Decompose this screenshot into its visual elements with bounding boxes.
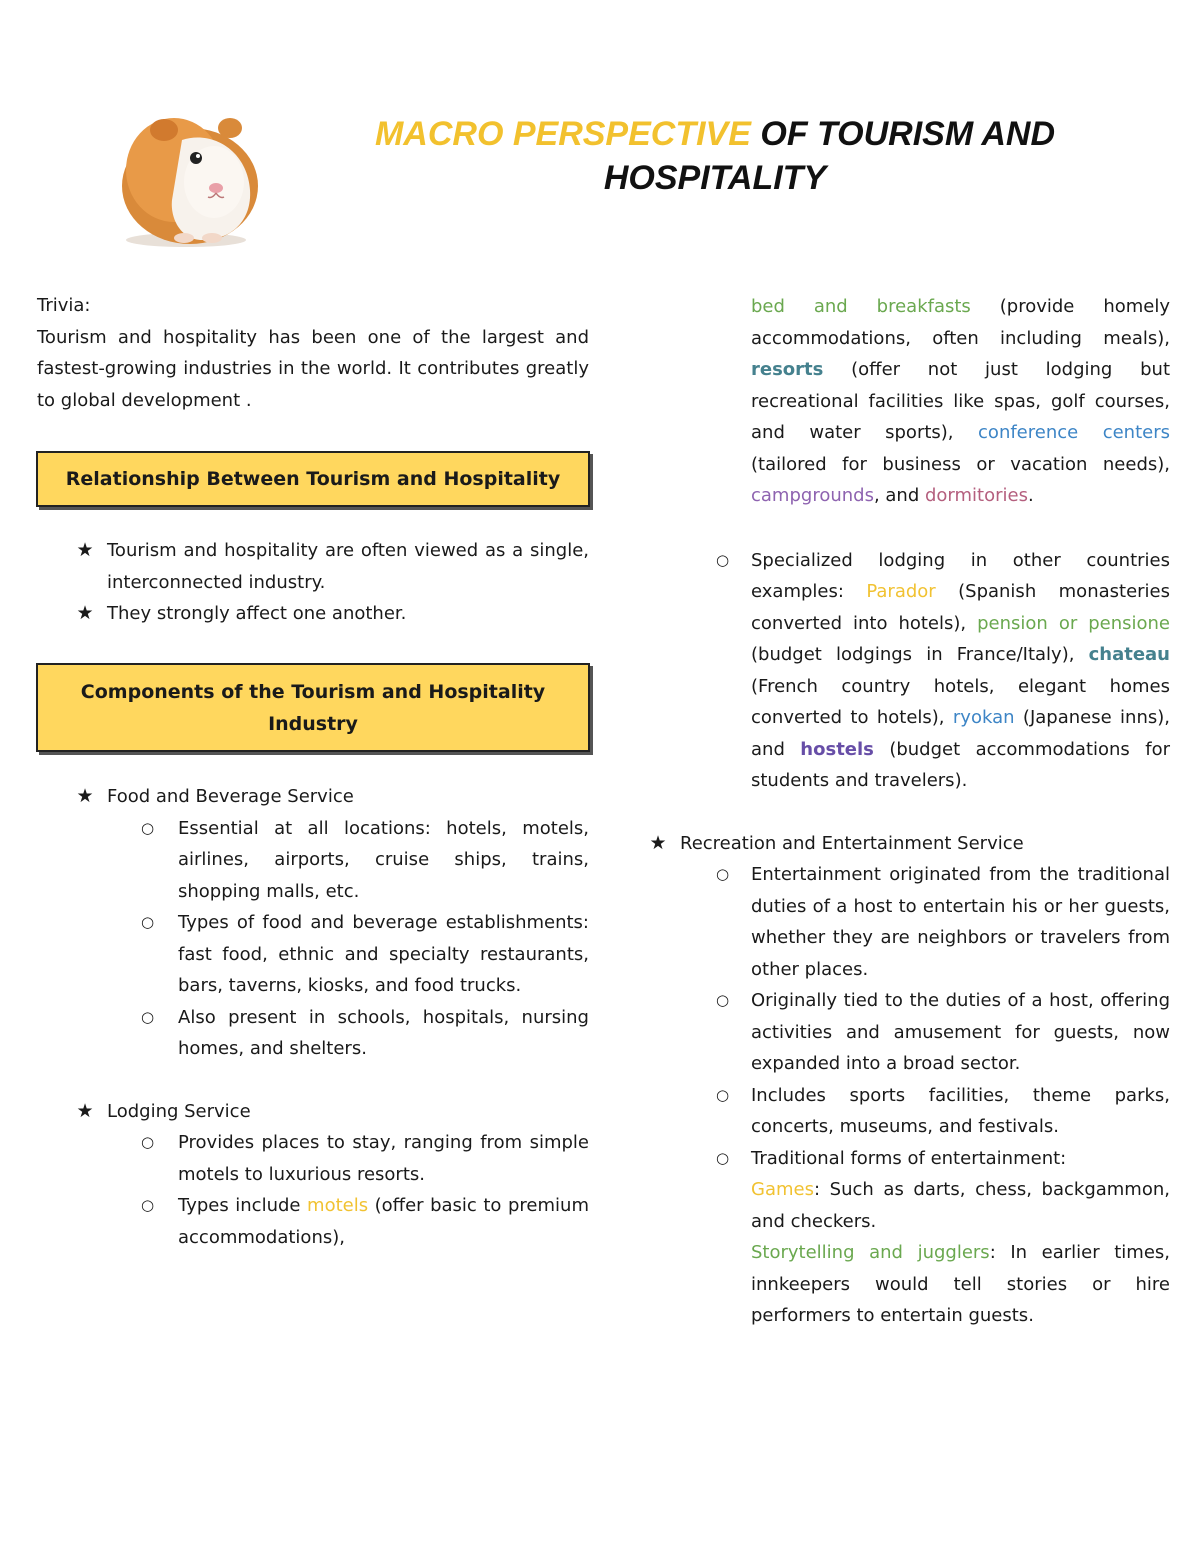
- sub-item-text: Provides places to stay, ranging from simple motels to luxurious resorts.: [178, 1132, 589, 1185]
- term-conference-centers: conference centers: [978, 422, 1170, 443]
- sub-item: [646, 859, 1170, 985]
- circle-bullet-icon: ○: [716, 1148, 730, 1167]
- trivia-text: Tourism and hospitality has been one of the largest and fastest-growing industries in the world. It contributes greatly to global development .: [37, 326, 589, 411]
- sub-item: [37, 1002, 589, 1065]
- sub-item-text: Types of food and beverage establishments: fast food, ethnic and specialty restaurants, bars, taverns, kiosks, and food trucks.: [178, 912, 589, 996]
- star-icon: ★: [76, 785, 94, 807]
- circle-bullet-icon: ○: [141, 1196, 155, 1214]
- sub-item: [37, 1190, 589, 1253]
- relationship-list: [37, 535, 589, 630]
- recreation-title: Recreation and Entertainment Service: [680, 832, 1024, 854]
- sub-item: [37, 1127, 589, 1190]
- circle-bullet-icon: ○: [141, 1007, 155, 1026]
- circle-bullet-icon: ○: [141, 1133, 155, 1151]
- title-line-2: HOSPITALITY: [603, 159, 827, 197]
- sub-item: [37, 813, 589, 908]
- components-list-right: [646, 291, 1170, 1332]
- page-title: [300, 112, 1130, 200]
- sub-item: [646, 1080, 1170, 1143]
- term-desc: (tailored for business or vacation needs),: [751, 453, 1170, 475]
- term-motels: motels: [307, 1195, 369, 1216]
- sub-item: [646, 1143, 1170, 1175]
- list-item-recreation: [646, 828, 1170, 860]
- term-resorts: resorts: [751, 359, 824, 380]
- sub-item: [37, 907, 589, 1002]
- sub-item-text: Also present in schools, hospitals, nursing homes, and shelters.: [178, 1006, 589, 1059]
- term-desc: (provide homely accommodations, often including meals),: [751, 296, 1170, 349]
- trivia-block: [37, 290, 589, 416]
- sub-item-text: Essential at all locations: hotels, motels, airlines, airports, cruise ships, trains, shopping malls, etc.: [178, 817, 589, 902]
- term-hostels: hostels: [800, 738, 874, 760]
- section-heading-relationship: [36, 451, 590, 507]
- list-item-lodging: [37, 1096, 589, 1128]
- section-heading-components-text: Components of the Tourism and Hospitality Industry: [80, 680, 546, 735]
- term-desc: (offer not just lodging but recreational facilities like spas, golf courses, and water sports),: [751, 359, 1170, 443]
- term-desc: (offer basic to premium accommodations),: [178, 1195, 589, 1248]
- lodging-title: Lodging Service: [107, 1100, 251, 1122]
- sub-item-text: Includes sports facilities, theme parks, concerts, museums, and festivals.: [751, 1084, 1170, 1137]
- term-chateau: chateau: [1088, 644, 1170, 665]
- term-desc: : Such as darts, chess, backgammon, and checkers.: [751, 1179, 1170, 1232]
- circle-bullet-icon: ○: [716, 991, 730, 1009]
- term-desc: .: [1027, 485, 1034, 506]
- list-item: [37, 535, 589, 598]
- circle-bullet-icon: ○: [141, 913, 155, 931]
- term-games: Games: [751, 1179, 814, 1200]
- term-campgrounds: campgrounds: [751, 485, 874, 506]
- circle-bullet-icon: ○: [716, 550, 730, 569]
- list-item-food: [37, 781, 589, 813]
- star-icon: ★: [76, 539, 94, 561]
- term-desc: (French country hotels, elegant homes converted to hotels),: [751, 675, 1170, 728]
- term-desc: , and: [873, 485, 925, 506]
- term-pension: pension or pensione: [977, 612, 1170, 634]
- term-desc: (Spanish monasteries converted into hotels),: [751, 581, 1170, 634]
- title-highlight: MACRO PERSPECTIVE: [374, 115, 751, 153]
- term-desc: (budget lodgings in France/Italy),: [751, 644, 1089, 665]
- sub-item: [646, 545, 1170, 797]
- entertainment-storytelling: [646, 1237, 1170, 1332]
- sub-item-text: Traditional forms of entertainment:: [751, 1147, 1067, 1169]
- term-ryokan: ryokan: [952, 707, 1015, 728]
- circle-bullet-icon: ○: [716, 1085, 730, 1104]
- term-desc: : In earlier times, innkeepers would tell stories or hire performers to entertain guests.: [751, 1242, 1170, 1326]
- star-icon: ★: [76, 602, 94, 624]
- term-dormitories: dormitories: [924, 485, 1028, 506]
- entertainment-games: [646, 1174, 1170, 1237]
- section-heading-relationship-text: Relationship Between Tourism and Hospitality: [65, 468, 561, 490]
- sub-item-text: Specialized lodging in other countries examples:: [751, 549, 1170, 602]
- circle-bullet-icon: ○: [716, 865, 730, 883]
- trivia-label: Trivia:: [37, 295, 91, 316]
- term-bed-and-breakfasts: bed and breakfasts: [751, 296, 971, 317]
- food-title: Food and Beverage Service: [107, 786, 354, 807]
- list-item: [37, 598, 589, 630]
- term-desc: (Japanese inns), and: [751, 707, 1170, 760]
- bullet-text: Tourism and hospitality are often viewed as a single, interconnected industry.: [107, 540, 589, 593]
- section-heading-components: [36, 663, 590, 752]
- title-rest: OF TOURISM AND: [750, 115, 1056, 153]
- sub-item-text: Originally tied to the duties of a host, offering activities and amusement for guests, now expanded into a broad sector.: [751, 990, 1170, 1074]
- components-list-left: [37, 781, 589, 1253]
- circle-bullet-icon: ○: [141, 818, 155, 837]
- sub-item: [646, 985, 1170, 1080]
- sub-item-text: Entertainment originated from the traditional duties of a host to entertain his or her guests, whether they are neighbors or travelers from other places.: [751, 864, 1170, 980]
- star-icon: ★: [76, 1099, 94, 1122]
- hamster-illustration: [112, 100, 260, 250]
- star-icon: ★: [649, 831, 667, 854]
- sub-item-text: Types include: [178, 1195, 308, 1216]
- term-parador: Parador: [866, 581, 936, 602]
- term-desc: (budget accommodations for students and travelers).: [751, 738, 1170, 791]
- lodging-types-continued: [646, 291, 1170, 512]
- term-storytelling: Storytelling and jugglers: [751, 1242, 990, 1263]
- bullet-text: They strongly affect one another.: [107, 603, 407, 624]
